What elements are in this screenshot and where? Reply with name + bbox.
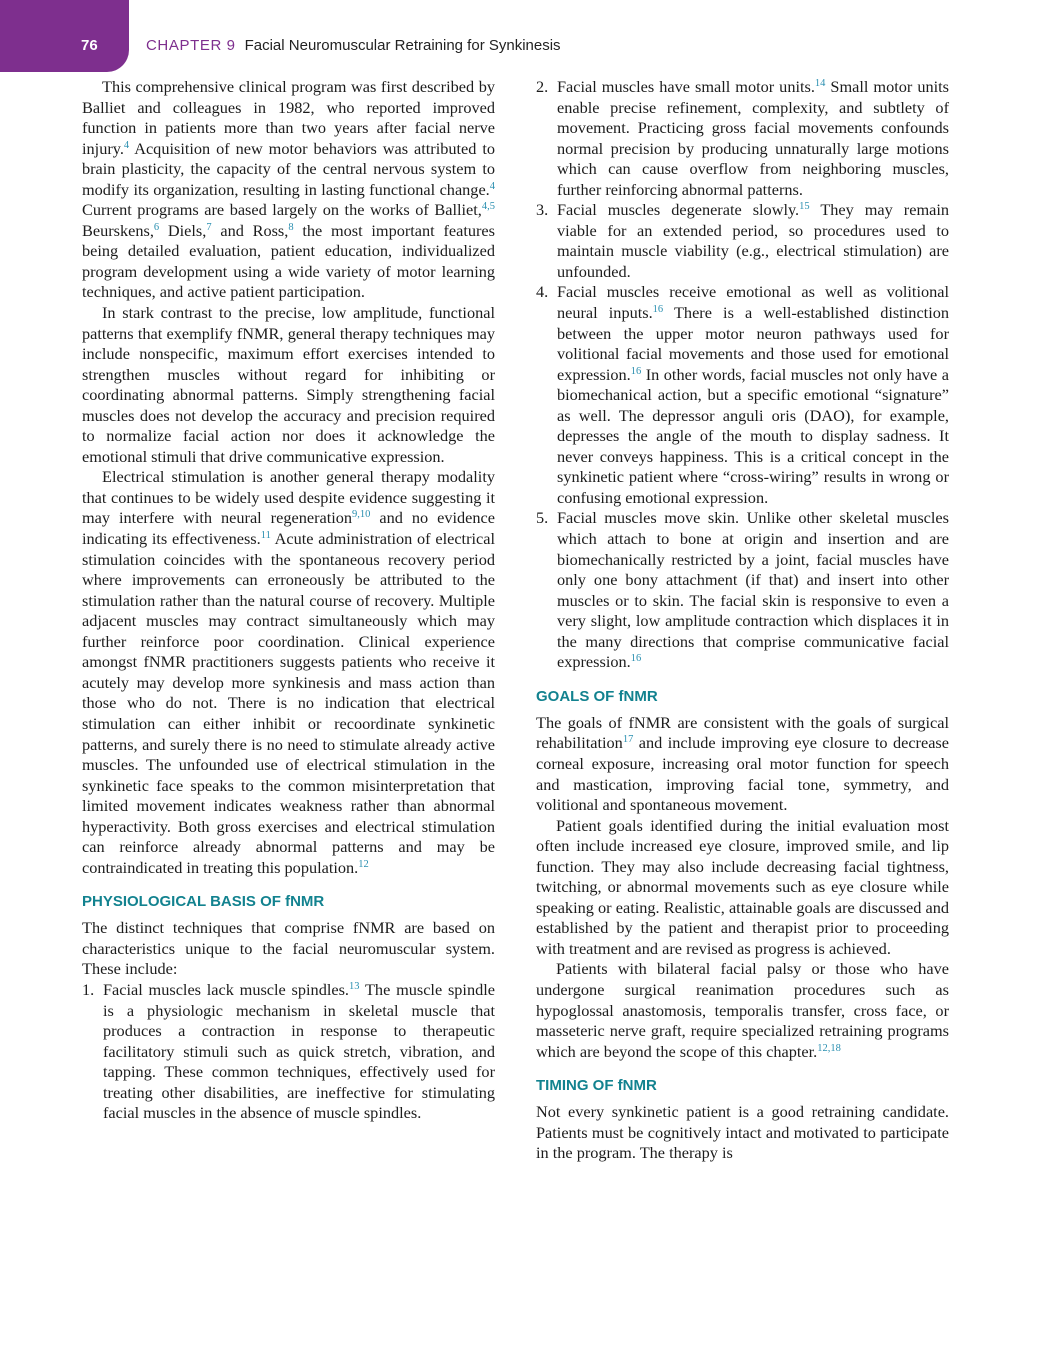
reference[interactable]: 4: [123, 139, 130, 151]
reference[interactable]: 4: [489, 180, 495, 192]
list-item: 1. Facial muscles lack muscle spindles.$^{13}$ The muscle spindle is a physiologic mechanism in skeletal muscle that produces a contraction in response to therapeutic facilitatory stimuli such as quick stretch, vibration, and tapping. These common techniques, effectively used for treating other disabilities, are ineffective for stimulating facial muscles in the absence of muscle spindles.: [82, 979, 495, 1123]
reference[interactable]: 12,18: [817, 1042, 841, 1054]
numbered-list: [82, 980, 495, 1124]
reference[interactable]: 11: [260, 530, 271, 542]
reference[interactable]: 15: [799, 201, 810, 213]
left-column: [82, 77, 495, 1124]
list-item: 3. Facial muscles degenerate slowly.$^{15}$ They may remain viable for an extended period, so procedures used to maintain muscle viability (e.g., electrical stimulation) are unfounded.: [536, 200, 949, 281]
chapter-label: CHAPTER 9: [146, 37, 236, 54]
reference[interactable]: 16: [630, 653, 642, 665]
reference[interactable]: 7: [206, 221, 212, 233]
reference[interactable]: 4,5: [481, 201, 495, 213]
list-item: 5. Facial muscles move skin. Unlike other skeletal muscles which attach to bone at origin and insertion and are biomechanically restricted by a joint, facial muscles have only one bony attachment (if that) and insert into other muscles or to skin. The facial skin is responsive to even a very slight, low amplitude contraction which displaces it in the many directions that comprise communicative facial expression.$^{16}$: [536, 508, 949, 672]
paragraph: The goals of fNMR are consistent with the goals of surgical rehabilitation$^{17}$ and include improving eye closure to decrease corneal exposure, increasing oral motor function for speech and mastication, improving facial tone, symmetry, and volitional and spontaneous movement.: [536, 712, 949, 815]
paragraph: Patients with bilateral facial palsy or those who have undergone surgical reanimation procedures such as hypoglossal anastomosis, temporalis transfer, cross face, or masseteric nerve graft, require specialized retraining programs which are beyond the scope of this chapter.$^{12,18}$: [536, 959, 949, 1061]
chapter-title: Facial Neuromuscular Retraining for Synkinesis: [244, 37, 561, 54]
chapter-tab: [0, 0, 129, 72]
reference[interactable]: 9,10: [352, 509, 371, 521]
numbered-list: [536, 77, 949, 673]
list-item: 2. Facial muscles have small motor units.$^{14}$ Small motor units enable precise refinement, complexity, and subtlety of movement. Practicing gross facial movements confounds normal precision by producing unnaturally large motions which can cause overflow from neighboring muscles, further reinforcing abnormal patterns.: [536, 77, 949, 199]
paragraph: In stark contrast to the precise, low amplitude, functional patterns that exemplify fNMR, general therapy techniques may include nonspecific, maximum effort exercises intended to strengthen muscles without regard for inhibiting or coordinating abnormal patterns. Simply strengthening facial muscles does not develop the accuracy and precision required to normalize facial action nor does it acknowledge the emotional stimuli that drive communicative expression.: [82, 303, 495, 466]
list-number: 1.: [82, 979, 95, 999]
reference[interactable]: 8: [288, 221, 294, 233]
reference[interactable]: 6: [153, 221, 160, 233]
reference[interactable]: 17: [622, 734, 634, 746]
running-header: [146, 37, 561, 54]
section-heading: TIMING OF fNMR: [536, 1077, 657, 1095]
reference[interactable]: 12: [358, 858, 369, 870]
list-number: 4.: [536, 282, 549, 302]
reference[interactable]: 16: [652, 304, 664, 316]
list-number: 2.: [536, 77, 549, 96]
reference[interactable]: 13: [349, 980, 360, 992]
right-column: [536, 77, 949, 1164]
page-number: 76: [81, 37, 98, 54]
paragraph: Not every synkinetic patient is a good retraining candidate. Patients must be cognitively intact and motivated to participate in the program. The therapy is: [536, 1102, 949, 1163]
paragraph: This comprehensive clinical program was first described by Balliet and colleagues in 1982, who reported improved function in patients more than two years after facial nerve injury.$^4$ Acquisition of new motor behaviors was attributed to brain plasticity, the capacity of the central nervous system to modify its organization, resulting in lasting functional change.$^4$ Current programs are based largely on the works of Balliet,$^{4,5}$ Beurskens,$^6$ Diels,$^7$ and Ross,$^8$ the most important features being detailed evaluation, patient education, individualized program development using a wide variety of motor learning techniques, and active patient participation.: [82, 77, 495, 302]
list-number: 3.: [536, 200, 549, 220]
reference[interactable]: 16: [630, 365, 642, 377]
paragraph: Electrical stimulation is another general therapy modality that continues to be widely used despite evidence suggesting it may interfere with neural regeneration$^{9,10}$ and no evidence indicating its effectiveness.$^{11}$ Acute administration of electrical stimulation coincides with the spontaneous recovery period where improvements can erroneously be attributed to the stimulation rather than the natural course of recovery. Multiple adjacent muscles may contract simultaneously which may further reinforce poor coordination. Clinical experience amongst fNMR practitioners suggests patients who receive it acutely may develop more synkinesis and mass action than those who do not. There is no indication that electrical stimulation can either inhibit or recoordinate synkinetic patterns, and surely there is no need to stimulate already active muscles. The unfounded use of electrical stimulation in the synkinetic face speaks to the common misinterpretation that limited movement indicates weakness rather than abnormal hyperactivity. Both gross exercises and electrical stimulation can reinforce already abnormal patterns and may be contraindicated in treating this population.$^{12}$: [82, 467, 495, 877]
paragraph: The distinct techniques that comprise fNMR are based on characteristics unique to the facial neuromuscular system. These include:: [82, 918, 495, 979]
list-number: 5.: [536, 508, 549, 528]
section-heading: GOALS OF fNMR: [536, 687, 658, 705]
section-heading: PHYSIOLOGICAL BASIS OF fNMR: [82, 893, 325, 911]
reference[interactable]: 14: [814, 78, 826, 89]
paragraph: Patient goals identified during the initial evaluation most often include increased eye closure, improved smile, and lip function. They may also include decreasing facial tightness, twitching, or abnormal movements such as eye closure while speaking or eating. Realistic, attainable goals are discussed and established by the patient and therapist prior to proceeding with treatment and are revised as progress is achieved.: [536, 815, 949, 958]
list-item: 4. Facial muscles receive emotional as well as volitional neural inputs.$^{16}$ There is a well-established distinction between the upper motor neuron pathways used for volitional facial movements and those used for emotional expression.$^{16}$ In other words, facial muscles not only have a biomechanical action, but a specific emotional “signature” as well. The depressor anguli oris (DAO), for example, depresses the angle of the mouth to display sadness. It never conveys happiness. This is a critical concept in the synkinetic patient where “cross-wiring” results in wrong or confusing emotional expression.: [536, 282, 949, 507]
